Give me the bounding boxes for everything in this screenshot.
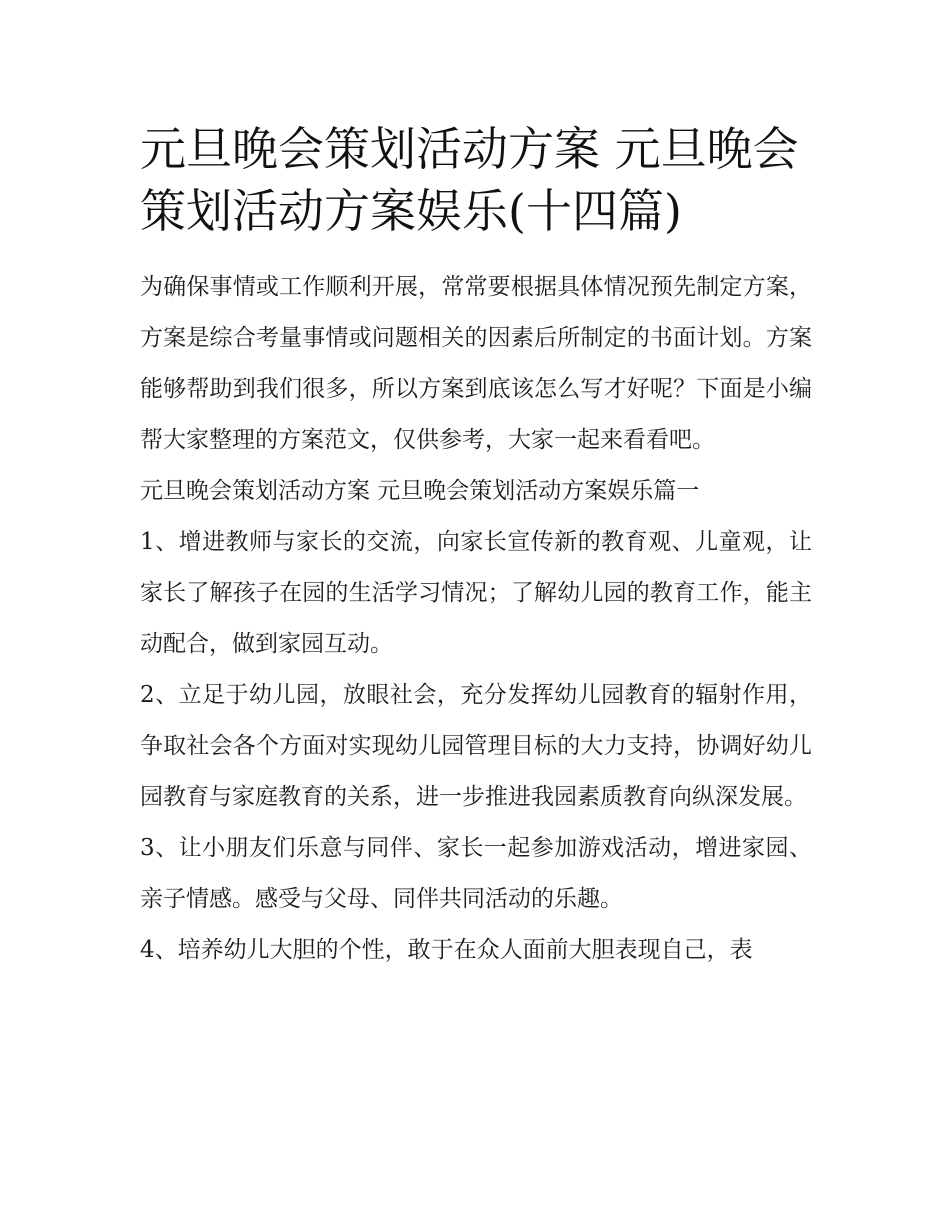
document-body [140, 262, 812, 976]
document-content [140, 118, 812, 976]
list-item-1: 1、增进教师与家长的交流，向家长宣传新的教育观、儿童观，让家长了解孩子在园的生活学习情况；了解幼儿园的教育工作，能主动配合，做到家园互动。 [140, 529, 812, 657]
list-item-3: 3、让小朋友们乐意与同伴、家长一起参加游戏活动，增进家园、亲子情感。感受与父母、同伴共同活动的乐趣。 [140, 835, 812, 912]
list-item-2: 2、立足于幼儿园，放眼社会，充分发挥幼儿园教育的辐射作用，争取社会各个方面对实现幼儿园管理目标的大力支持，协调好幼儿园教育与家庭教育的关系，进一步推进我园素质教育向纵深发展。 [140, 682, 812, 810]
list-item-4: 4、培养幼儿大胆的个性，敢于在众人面前大胆表现自己，表 [140, 937, 753, 963]
document-title: 元旦晚会策划活动方案 元旦晚会策划活动方案娱乐(十四篇) [140, 122, 799, 238]
intro-paragraph: 为确保事情或工作顺利开展，常常要根据具体情况预先制定方案，方案是综合考量事情或问题相关的因素后所制定的书面计划。方案能够帮助到我们很多，所以方案到底该怎么写才好呢？下面是小编帮大家整理的方案范文，仅供参考，大家一起来看看吧。 [140, 274, 812, 453]
section-heading: 元旦晚会策划活动方案 元旦晚会策划活动方案娱乐篇一 [140, 478, 700, 504]
